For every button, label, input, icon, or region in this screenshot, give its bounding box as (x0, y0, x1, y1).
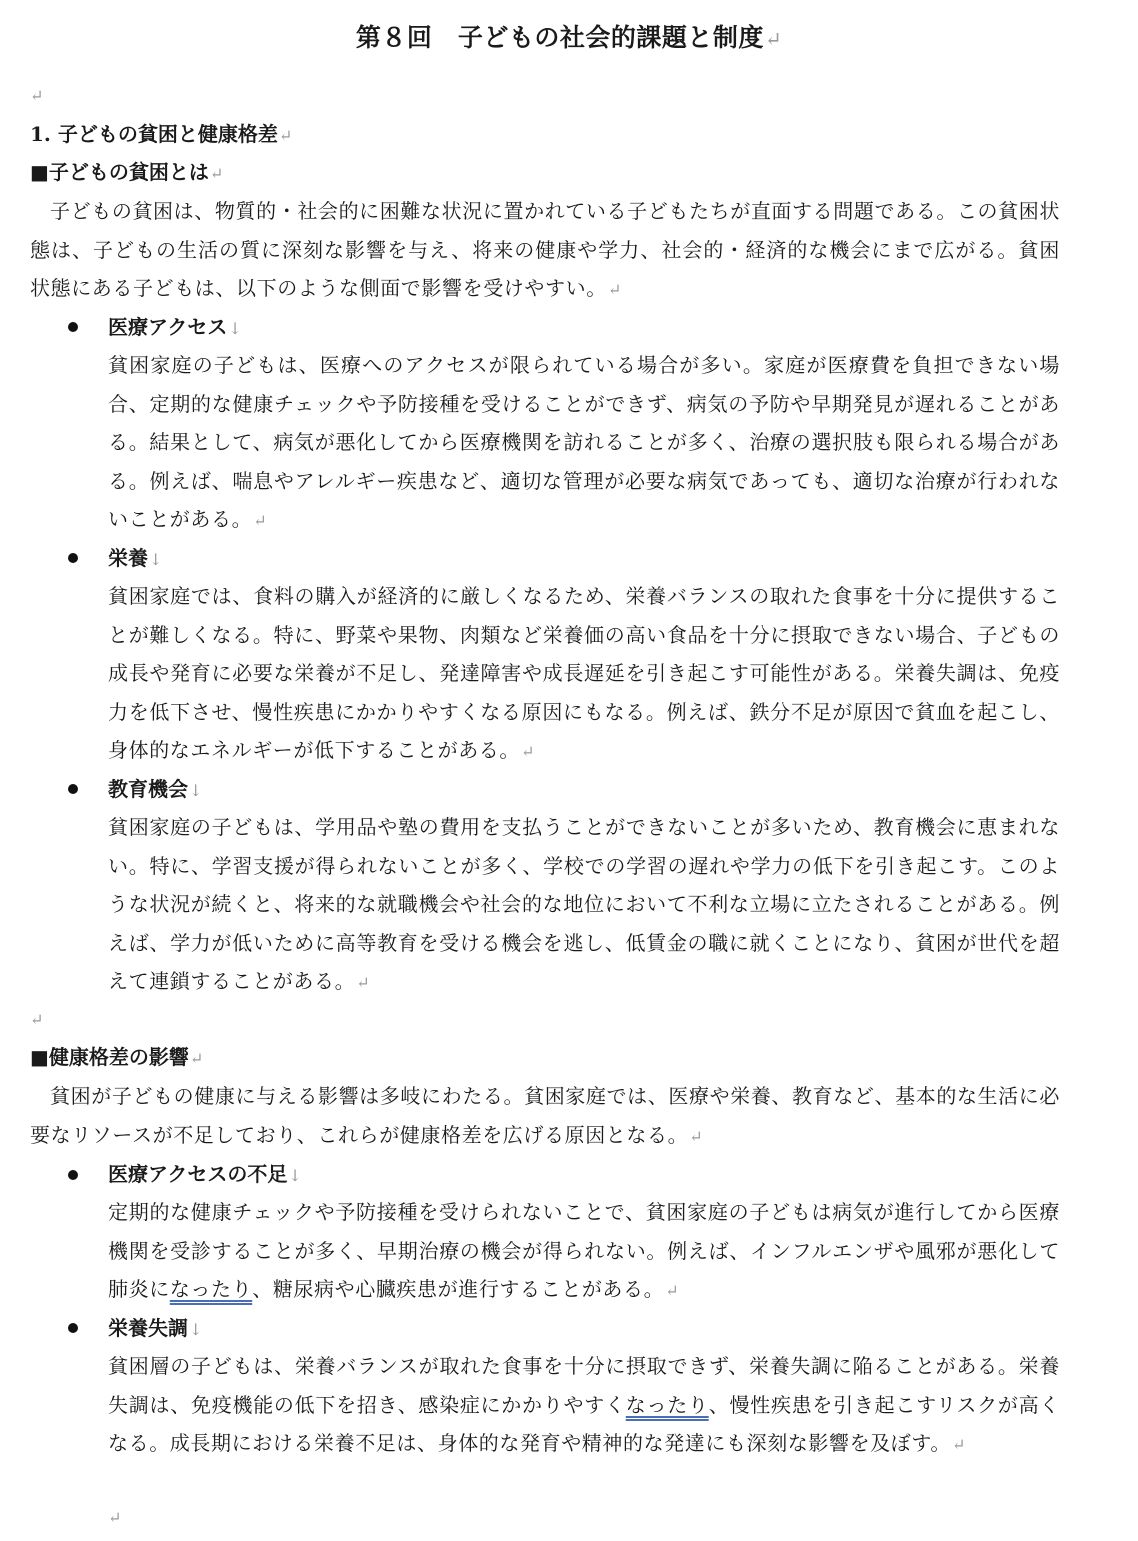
paragraph-mark: ↵ (521, 742, 536, 761)
paragraph-mark: ↵ (30, 86, 44, 105)
bullet-icon (68, 784, 78, 794)
paragraph-mark: ↵ (253, 511, 268, 530)
paragraph-mark: ↵ (665, 1281, 680, 1300)
paragraph-mark: ↵ (278, 126, 293, 145)
intro-paragraph-health-gap: 貧困が子どもの健康に与える影響は多岐にわたる。貧困家庭では、医療や栄養、教育など、基本的な生活に必要なリソースが不足しており、これらが健康格差を広げる原因となる。↵ (30, 1084, 1060, 1147)
line-break-mark: ↓ (189, 1320, 203, 1339)
paragraph-mark: ↵ (30, 1010, 44, 1029)
intro-paragraph-poverty: 子どもの貧困は、物質的・社会的に困難な状況に置かれている子どもたちが直面する問題である。この貧困状態は、子どもの生活の質に深刻な影響を与え、将来の健康や学力、社会的・経済的な機会にまで広がる。貧困状態にある子どもは、以下のような側面で影響を受けやすい。↵ (30, 199, 1060, 300)
bullet-body-lack-of-medical-access: 定期的な健康チェックや予防接種を受けられないことで、貧困家庭の子どもは病気が進行してから医療機関を受診することが多く、早期治療の機会が得られない。例えば、インフルエンザや風邪が悪化して肺炎になったり、糖尿病や心臓疾患が進行することがある。↵ (108, 1200, 1060, 1301)
bullet-title-nutrition: 栄養↓ (108, 546, 163, 570)
bullet-body-education: 貧困家庭の子どもは、学用品や塾の費用を支払うことができないことが多いため、教育機会に恵まれない。特に、学習支援が得られないことが多く、学校での学習の遅れや学力の低下を引き起こす。このような状況が続くと、将来的な就職機会や社会的な地位において不利な立場に立たされることがある。例えば、学力が低いために高等教育を受ける機会を逃し、低賃金の職に就くことになり、貧困が世代を超えて連鎖することがある。↵ (108, 815, 1060, 993)
paragraph-mark: ↵ (689, 1126, 704, 1146)
bullet-icon (68, 1323, 78, 1333)
bullet-title-lack-of-medical-access: 医療アクセスの不足↓ (108, 1162, 302, 1186)
paragraph-mark: ↵ (189, 1049, 204, 1068)
proofing-underline[interactable]: なったり (625, 1392, 709, 1417)
bullet-icon (68, 1170, 78, 1180)
bullet-body-malnutrition: 貧困層の子どもは、栄養バランスが取れた食事を十分に摂取できず、栄養失調に陥ることがある。栄養失調は、免疫機能の低下を招き、感染症にかかりやすくなったり、慢性疾患を引き起こすリスクが高くなる。成長期における栄養不足は、身体的な発育や精神的な発達にも深刻な影響を及ぼす。↵ (108, 1354, 1060, 1455)
line-break-mark: ↓ (288, 1166, 302, 1185)
paragraph-mark: ↵ (209, 164, 224, 183)
subsection-heading-poverty: ■子どもの貧困とは↵ (30, 160, 224, 184)
bullet-title-medical-access: 医療アクセス↓ (108, 315, 242, 339)
paragraph-mark: ↵ (356, 973, 371, 992)
line-break-mark: ↓ (228, 319, 242, 338)
proofing-underline[interactable]: なったり (169, 1277, 253, 1301)
paragraph-mark: ↵ (607, 280, 622, 299)
line-break-mark: ↓ (149, 550, 163, 569)
line-break-mark: ↓ (189, 781, 203, 800)
bullet-title-education: 教育機会↓ (108, 777, 203, 801)
document-title: 第８回 子どもの社会的課題と制度↵ (355, 23, 783, 52)
bullet-body-medical-access: 貧困家庭の子どもは、医療へのアクセスが限られている場合が多い。家庭が医療費を負担できない場合、定期的な健康チェックや予防接種を受けることができず、病気の予防や早期発見が遅れることがある。結果として、病気が悪化してから医療機関を訪れることが多く、治療の選択肢も限られる場合がある。例えば、喘息やアレルギー疾患など、適切な管理が必要な病気であっても、適切な治療が行われないことがある。↵ (108, 353, 1060, 531)
bullet-title-malnutrition: 栄養失調↓ (108, 1316, 203, 1340)
bullet-icon (68, 553, 78, 563)
section-heading: 1. 子どもの貧困と健康格差↵ (30, 122, 293, 146)
paragraph-mark: ↵ (108, 1508, 122, 1527)
bullet-body-nutrition: 貧困家庭では、食料の購入が経済的に厳しくなるため、栄養バランスの取れた食事を十分に提供することが難しくなる。特に、野菜や果物、肉類など栄養価の高い食品を十分に摂取できない場合、子どもの成長や発育に必要な栄養が不足し、発達障害や成長遅延を引き起こす可能性がある。栄養失調は、免疫力を低下させ、慢性疾患にかかりやすくなる原因にもなる。例えば、鉄分不足が原因で貧血を起こし、身体的なエネルギーが低下することがある。↵ (108, 584, 1060, 762)
paragraph-mark: ↵ (952, 1435, 967, 1454)
subsection-heading-health-gap: ■健康格差の影響↵ (30, 1045, 204, 1069)
bullet-icon (68, 322, 78, 332)
paragraph-mark: ↵ (764, 27, 783, 51)
